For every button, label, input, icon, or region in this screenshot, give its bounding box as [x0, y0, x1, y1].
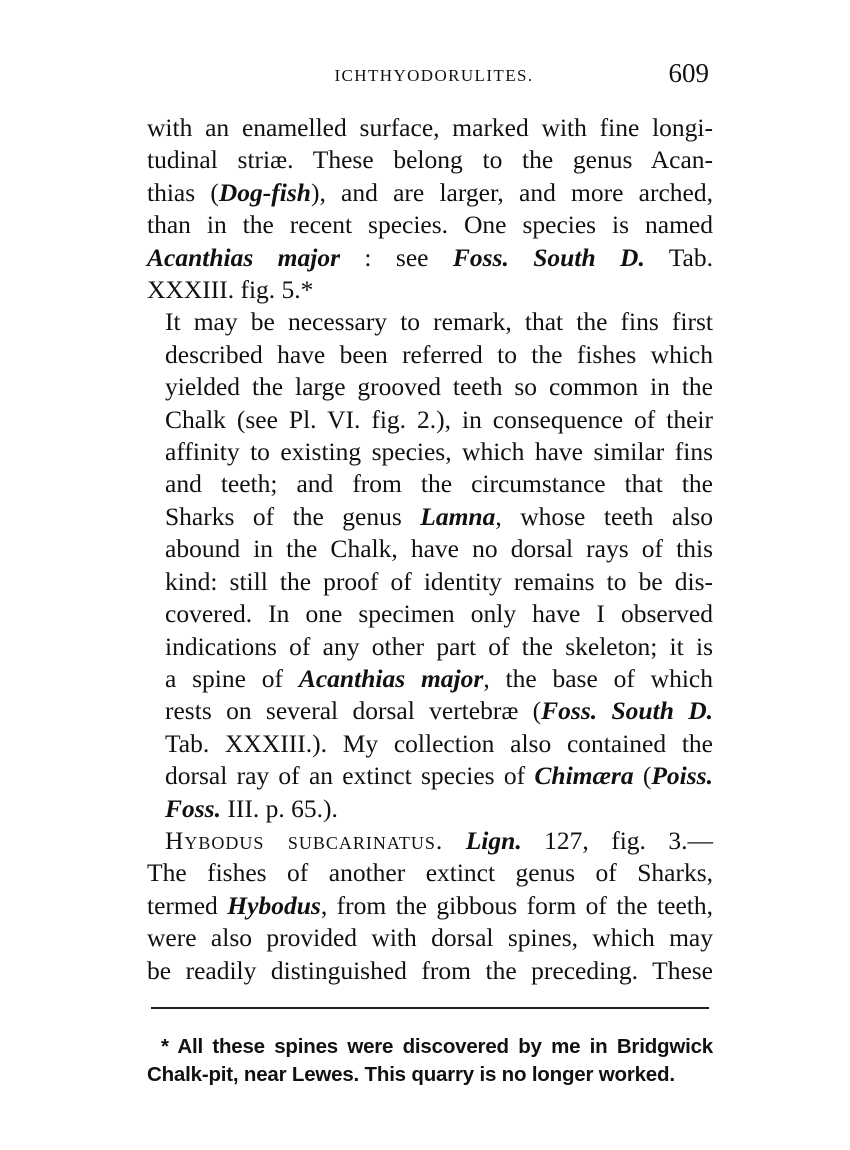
italic-term: Hybodus — [227, 890, 321, 920]
text-line: abound in the Chalk, have no dorsal rays of this — [165, 534, 713, 564]
paragraph-2 — [147, 306, 713, 825]
text-line: yielded the large grooved teeth so common in the — [165, 372, 713, 402]
running-head — [147, 58, 713, 96]
text-line: It may be necessary to remark, that the fins first — [165, 307, 713, 337]
footnote-line: Chalk-pit, near Lewes. This quarry is no longer worked. — [147, 1062, 675, 1086]
italic-term: Chimæra — [534, 761, 634, 791]
text-line: indications of any other part of the skeleton; it is — [165, 631, 713, 661]
text-line: than in the recent species. One species is named — [147, 210, 713, 240]
book-page — [147, 58, 713, 1089]
text-line: rests on several dorsal vertebræ (Foss. South D. — [165, 696, 714, 726]
italic-term: Foss. — [165, 793, 221, 823]
text-line: thias (Dog-fish), and are larger, and more arched, — [147, 177, 713, 207]
italic-term: Acanthias major — [147, 242, 341, 272]
text-line: a spine of Acanthias major, the base of which — [165, 663, 713, 693]
page-number: 609 — [668, 58, 709, 88]
italic-term: Poiss. — [651, 761, 713, 791]
italic-term: Acanthias major — [298, 663, 484, 693]
text-line: termed Hybodus, from the gibbous form of the teeth, — [147, 890, 713, 920]
italic-term: Foss. South D. — [452, 242, 645, 272]
italic-term: Lamna — [420, 501, 496, 531]
footnote-line: * All these spines were discovered by me in Bridgwick — [161, 1034, 713, 1058]
paragraph-1 — [147, 112, 713, 306]
text-line: affinity to existing species, which have similar fins — [165, 437, 713, 467]
text-line: and teeth; and from the circumstance that the — [165, 469, 713, 499]
text-line: The fishes of another extinct genus of Sharks, — [147, 858, 713, 888]
species-heading: Hybodus subcarinatus. — [165, 825, 444, 855]
italic-term: Foss. South D. — [541, 696, 714, 726]
text-line: be readily distinguished from the preceding. These — [147, 955, 713, 985]
text-line: described have been referred to the fishes which — [165, 339, 713, 369]
text-line: Tab. XXXIII.). My collection also contained the — [165, 728, 713, 758]
text-line: were also provided with dorsal spines, which may — [147, 923, 713, 953]
footnote-divider — [151, 1007, 709, 1009]
italic-term: Lign. — [465, 825, 522, 855]
italic-term: Dog-fish — [218, 177, 311, 207]
text-line: kind: still the proof of identity remains to be dis- — [165, 566, 713, 596]
text-line: Foss. III. p. 65.). — [165, 793, 338, 823]
text-line: Sharks of the genus Lamna, whose teeth also — [165, 501, 713, 531]
paragraph-3 — [147, 825, 713, 987]
body-text — [147, 112, 713, 987]
footnote — [147, 1033, 713, 1089]
text-line: dorsal ray of an extinct species of Chimæra (Poiss. — [165, 761, 713, 791]
text-line: tudinal striæ. These belong to the genus Acan- — [147, 145, 713, 175]
section-heading-line: Hybodus subcarinatus. Lign. 127, fig. 3.— — [165, 825, 713, 855]
text-line: covered. In one specimen only have I observed — [165, 599, 713, 629]
text-line: Chalk (see Pl. VI. fig. 2.), in consequence of their — [165, 404, 713, 434]
running-title: ICHTHYODORULITES. — [334, 66, 534, 85]
text-line: XXXIII. fig. 5.* — [147, 275, 314, 305]
text-line: Acanthias major : see Foss. South D. Tab. — [147, 242, 714, 272]
text-line: with an enamelled surface, marked with fine longi- — [147, 113, 713, 142]
